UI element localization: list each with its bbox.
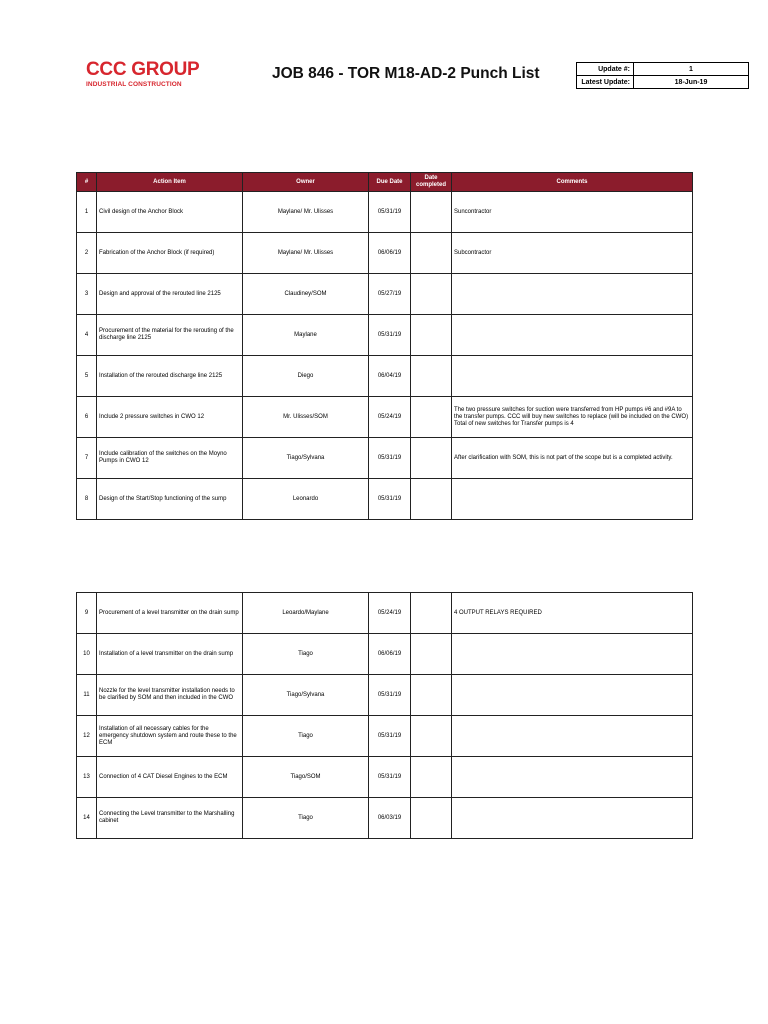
due-date-cell: 06/04/19: [369, 356, 411, 397]
header-owner: Owner: [243, 173, 369, 192]
page-title: JOB 846 - TOR M18-AD-2 Punch List: [272, 65, 540, 82]
table-row: [77, 233, 693, 274]
row-number-cell: 4: [77, 315, 97, 356]
owner-cell: Tiago/Sylvana: [243, 438, 369, 479]
action-item-cell: Installation of a level transmitter on the drain sump: [97, 634, 243, 675]
logo-name: CCC GROUP: [86, 59, 200, 80]
header-due-date: Due Date: [369, 173, 411, 192]
table-row: [77, 192, 693, 233]
owner-cell: Tiago: [243, 716, 369, 757]
comments-cell: The two pressure switches for suction were transferred from HP pumps #6 and #9A to the transfer pumps. CCC will buy new switches to replace (will be included on the CWO) Total of new switches for Transfer pumps is 4: [452, 397, 693, 438]
action-item-cell: Design and approval of the rerouted line 2125: [97, 274, 243, 315]
due-date-cell: 05/24/19: [369, 397, 411, 438]
due-date-cell: 06/03/19: [369, 798, 411, 839]
due-date-cell: 05/31/19: [369, 675, 411, 716]
update-number-value: 1: [634, 63, 749, 76]
due-date-cell: 05/31/19: [369, 192, 411, 233]
action-item-cell: Installation of all necessary cables for the emergency shutdown system and route these to the ECM: [97, 716, 243, 757]
punch-list-table-continued: [76, 592, 693, 839]
date-completed-cell: [411, 479, 452, 520]
owner-cell: Claudiney/SOM: [243, 274, 369, 315]
row-number-cell: 10: [77, 634, 97, 675]
due-date-cell: 05/31/19: [369, 315, 411, 356]
owner-cell: Mr. Ulisses/SOM: [243, 397, 369, 438]
comments-cell: Suncontractor: [452, 192, 693, 233]
comments-cell: [452, 479, 693, 520]
due-date-cell: 05/31/19: [369, 479, 411, 520]
row-number-cell: 8: [77, 479, 97, 520]
table-row: [77, 716, 693, 757]
date-completed-cell: [411, 716, 452, 757]
action-item-cell: Procurement of the material for the rerouting of the discharge line 2125: [97, 315, 243, 356]
due-date-cell: 06/06/19: [369, 233, 411, 274]
date-completed-cell: [411, 397, 452, 438]
row-number-cell: 11: [77, 675, 97, 716]
action-item-cell: Fabrication of the Anchor Block (if required): [97, 233, 243, 274]
owner-cell: Maylane/ Mr. Ulisses: [243, 192, 369, 233]
owner-cell: Maylane: [243, 315, 369, 356]
comments-cell: [452, 274, 693, 315]
table-row: [77, 356, 693, 397]
date-completed-cell: [411, 356, 452, 397]
comments-cell: [452, 634, 693, 675]
row-number-cell: 9: [77, 593, 97, 634]
owner-cell: Leonardo: [243, 479, 369, 520]
logo-subtitle: INDUSTRIAL CONSTRUCTION: [86, 81, 182, 88]
table-row: [77, 315, 693, 356]
owner-cell: Leoardo/Maylane: [243, 593, 369, 634]
header-comments: Comments: [452, 173, 693, 192]
owner-cell: Tiago/SOM: [243, 757, 369, 798]
table-row: [77, 634, 693, 675]
row-number-cell: 1: [77, 192, 97, 233]
table-row: [77, 593, 693, 634]
action-item-cell: Include calibration of the switches on the Moyno Pumps in CWO 12: [97, 438, 243, 479]
comments-cell: [452, 675, 693, 716]
latest-update-value: 18-Jun-19: [634, 76, 749, 89]
comments-cell: [452, 757, 693, 798]
due-date-cell: 05/31/19: [369, 438, 411, 479]
table-row: [77, 274, 693, 315]
date-completed-cell: [411, 438, 452, 479]
row-number-cell: 6: [77, 397, 97, 438]
row-number-cell: 14: [77, 798, 97, 839]
date-completed-cell: [411, 192, 452, 233]
header-date-completed: Date completed: [411, 173, 452, 192]
row-number-cell: 13: [77, 757, 97, 798]
due-date-cell: 06/06/19: [369, 634, 411, 675]
table-row: [77, 675, 693, 716]
action-item-cell: Installation of the rerouted discharge line 2125: [97, 356, 243, 397]
latest-update-label: Latest Update:: [577, 76, 634, 89]
comments-cell: After clarification with SOM, this is not part of the scope but is a completed activity.: [452, 438, 693, 479]
owner-cell: Diego: [243, 356, 369, 397]
comments-cell: [452, 798, 693, 839]
date-completed-cell: [411, 274, 452, 315]
owner-cell: Tiago: [243, 798, 369, 839]
row-number-cell: 3: [77, 274, 97, 315]
owner-cell: Tiago/Sylvana: [243, 675, 369, 716]
action-item-cell: Connection of 4 CAT Diesel Engines to the ECM: [97, 757, 243, 798]
date-completed-cell: [411, 798, 452, 839]
due-date-cell: 05/27/19: [369, 274, 411, 315]
action-item-cell: Connecting the Level transmitter to the Marshalling cabinet: [97, 798, 243, 839]
date-completed-cell: [411, 675, 452, 716]
table-row: [77, 798, 693, 839]
date-completed-cell: [411, 315, 452, 356]
due-date-cell: 05/31/19: [369, 716, 411, 757]
table-row: [77, 438, 693, 479]
action-item-cell: Procurement of a level transmitter on the drain sump: [97, 593, 243, 634]
owner-cell: Maylane/ Mr. Ulisses: [243, 233, 369, 274]
date-completed-cell: [411, 233, 452, 274]
date-completed-cell: [411, 634, 452, 675]
table-row: [77, 757, 693, 798]
update-number-label: Update #:: [577, 63, 634, 76]
action-item-cell: Nozzle for the level transmitter installation needs to be clarified by SOM and then included in the CWO: [97, 675, 243, 716]
table-header-row: [77, 173, 693, 192]
owner-cell: Tiago: [243, 634, 369, 675]
row-number-cell: 2: [77, 233, 97, 274]
date-completed-cell: [411, 593, 452, 634]
row-number-cell: 5: [77, 356, 97, 397]
comments-cell: 4 OUTPUT RELAYS REQUIRED: [452, 593, 693, 634]
action-item-cell: Include 2 pressure switches in CWO 12: [97, 397, 243, 438]
date-completed-cell: [411, 757, 452, 798]
due-date-cell: 05/24/19: [369, 593, 411, 634]
row-number-cell: 7: [77, 438, 97, 479]
header-number: #: [77, 173, 97, 192]
row-number-cell: 12: [77, 716, 97, 757]
comments-cell: [452, 356, 693, 397]
punch-list-table: [76, 172, 693, 520]
comments-cell: [452, 315, 693, 356]
action-item-cell: Design of the Start/Stop functioning of the sump: [97, 479, 243, 520]
table-row: [77, 397, 693, 438]
update-info-table: [576, 62, 749, 89]
company-logo: [86, 60, 199, 88]
action-item-cell: Civil design of the Anchor Block: [97, 192, 243, 233]
table-row: [77, 479, 693, 520]
comments-cell: [452, 716, 693, 757]
header-action-item: Action Item: [97, 173, 243, 192]
comments-cell: Subcontractor: [452, 233, 693, 274]
due-date-cell: 05/31/19: [369, 757, 411, 798]
